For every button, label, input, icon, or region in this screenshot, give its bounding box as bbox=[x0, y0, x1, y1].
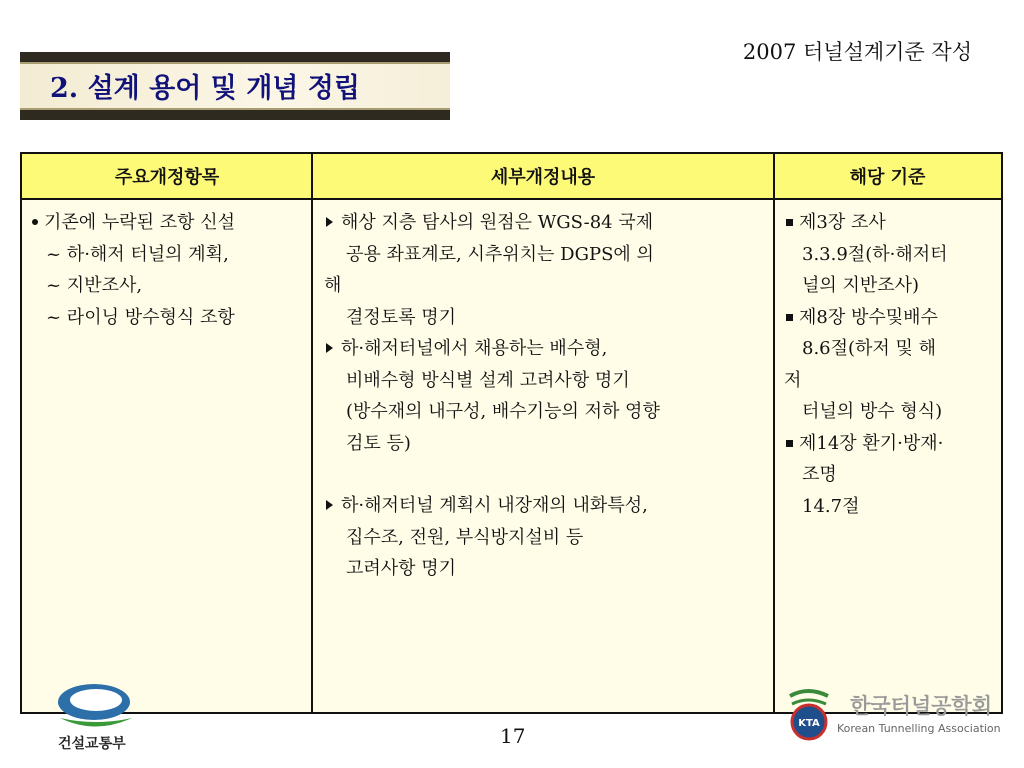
revision-table bbox=[20, 152, 1003, 714]
list-item: 터널의 방수 형식) bbox=[802, 401, 943, 422]
list-item: 하·해저터널 계획시 내장재의 내화특성, bbox=[324, 490, 772, 522]
list-item: (방수재의 내구성, 배수기능의 저하 영향 bbox=[346, 401, 660, 422]
bullet-dot-icon bbox=[32, 219, 38, 225]
cell-standards bbox=[784, 202, 1002, 712]
header-main-items: 주요개정항목 bbox=[22, 154, 312, 200]
slide-title: 2. 설계 용어 및 개념 정립 bbox=[50, 73, 360, 104]
list-item: 비배수형 방식별 설계 고려사항 명기 bbox=[346, 369, 630, 391]
title-band-top bbox=[20, 52, 450, 64]
list-item: 제3장 조사 bbox=[784, 207, 1002, 239]
list-item: 널의 지반조사) bbox=[802, 275, 920, 296]
header-details: 세부개정내용 bbox=[312, 154, 774, 200]
ministry-name: 건설교통부 bbox=[58, 736, 126, 752]
list-item: 하·해저터널에서 채용하는 배수형, bbox=[324, 333, 772, 365]
title-band-bottom bbox=[20, 108, 450, 120]
bullet-square-icon bbox=[786, 219, 793, 226]
association-english-name: Korean Tunnelling Association bbox=[837, 722, 1001, 735]
list-item: 해상 지층 탐사의 원점은 WGS-84 국제 bbox=[324, 207, 772, 239]
list-item: 제8장 방수및배수 bbox=[784, 302, 1002, 334]
title-banner bbox=[20, 52, 450, 120]
list-item: 해 bbox=[324, 275, 342, 296]
list-item: 고려사항 명기 bbox=[346, 558, 457, 579]
header-standards: 해당 기준 bbox=[774, 154, 1001, 200]
bullet-square-icon bbox=[786, 440, 793, 447]
list-item: 검토 등) bbox=[346, 432, 411, 454]
bullet-triangle-icon bbox=[326, 217, 333, 227]
kta-logo-text: KTA bbox=[798, 718, 820, 729]
list-item: ~ 라이닝 방수형식 조항 bbox=[46, 306, 235, 328]
list-item: 3.3.9절(하·해저터 bbox=[802, 243, 948, 265]
bullet-triangle-icon bbox=[326, 500, 333, 510]
list-item: 저 bbox=[784, 369, 802, 391]
association-name: 한국터널공학회 bbox=[850, 694, 993, 718]
list-item: 14.7절 bbox=[802, 495, 860, 517]
list-item: 기존에 누락된 조항 신설 bbox=[28, 207, 312, 239]
column-divider bbox=[773, 154, 775, 712]
bullet-square-icon bbox=[786, 314, 793, 321]
list-item: ~ 하·해저 터널의 계획, bbox=[46, 243, 229, 265]
list-item: ~ 지반조사, bbox=[46, 275, 143, 296]
list-item: 집수조, 전원, 부식방지설비 등 bbox=[346, 526, 584, 548]
page-number: 17 bbox=[500, 724, 526, 748]
document-label: 2007 터널설계기준 작성 bbox=[742, 40, 972, 64]
list-item: 제14장 환기·방재· bbox=[784, 428, 1002, 460]
list-item: 조명 bbox=[802, 464, 837, 485]
cell-main-items bbox=[28, 202, 312, 712]
bullet-triangle-icon bbox=[326, 343, 333, 353]
list-item: 공용 좌표계로, 시추위치는 DGPS에 의 bbox=[346, 243, 654, 265]
list-item: 8.6절(하저 및 해 bbox=[802, 338, 937, 359]
cell-details bbox=[324, 202, 772, 712]
spacer bbox=[324, 459, 772, 490]
list-item: 결정토록 명기 bbox=[346, 306, 457, 328]
